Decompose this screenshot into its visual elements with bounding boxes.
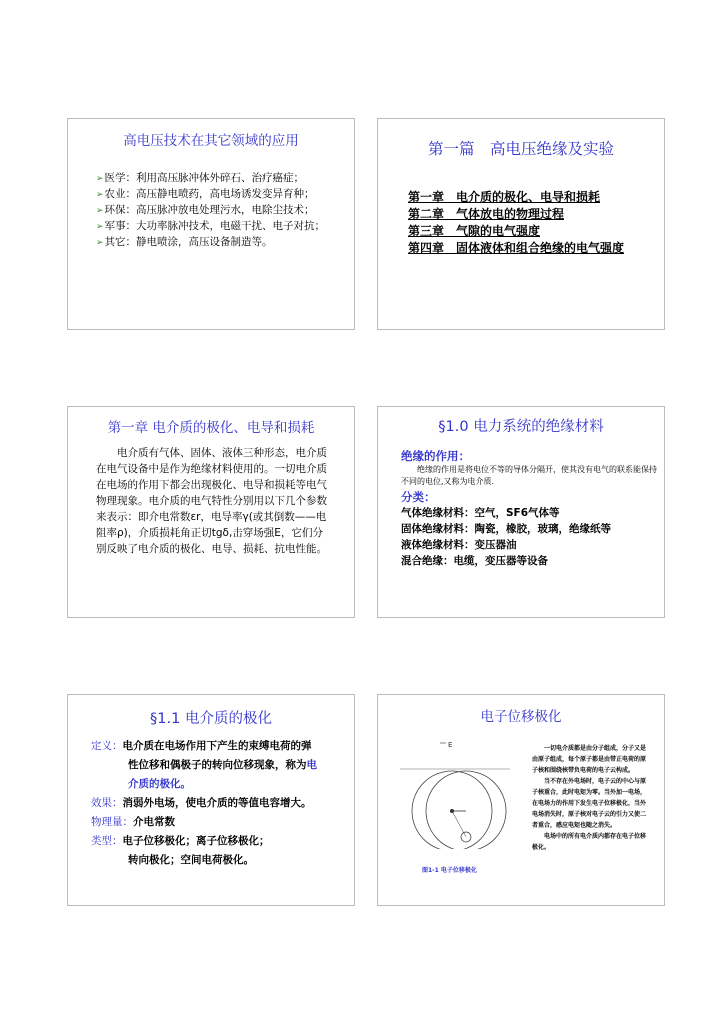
arrow-bullet-icon: ➢ — [96, 206, 104, 216]
slide-electronic-polarization — [377, 694, 665, 906]
explanation-paragraph: 一切电介质都是由分子组成，分子又是由原子组成，每个原子都是由带正电荷的原子核和围绕核带负电荷的电子云构成。 — [532, 745, 647, 774]
effect-text: 消弱外电场，使电介质的等值电容增大。 — [122, 797, 312, 809]
list-item: ➢农业：高压静电喷药，高电场诱发变异育种； — [96, 188, 315, 200]
explanation-paragraph: 当不存在外电场时，电子云的中心与原子核重合，此时电矩为零。当外加一电场，在电场力的作用下发生电子位移极化，当外电场消失时，原子核对电子云的引力又使二者重合，感应电矩也随之消失。 — [532, 778, 647, 829]
slide-title: 高电压技术在其它领域的应用 — [123, 133, 299, 149]
class-row: 固体绝缘材料：陶瓷，橡胶，玻璃，绝缘纸等 — [401, 523, 611, 535]
list-item: ➢医学：利用高压脉冲体外碎石、治疗癌症； — [96, 172, 305, 184]
slide-part-one — [377, 118, 665, 330]
type-row — [91, 832, 351, 851]
intro-paragraph: 电介质有气体、固体、液体三种形态，电介质在电气设备中是作为绝缘材料使用的。一切电介质在电场的作用下都会出现极化、电导和损耗等电气物理现象。电介质的电气特性分别用以下几个参数来表示：即介电常数εr，电导率γ(或其倒数——电阻率ρ)，介质损耗角正切tgδ,击穿场强E，它们分别反映了电介质的极化、电导、损耗、抗电性能。 — [96, 447, 327, 555]
definition-block — [91, 737, 351, 870]
class-row: 混合绝缘：电缆，变压器等设备 — [401, 555, 548, 567]
slide-title: 第一章 电介质的极化、电导和损耗 — [107, 420, 315, 436]
definition-line: 性位移和偶极子的转向位移现象，称为电 — [128, 759, 317, 771]
quantity-label: 物理量： — [91, 816, 133, 828]
definition-line: 介质的极化。 — [128, 778, 191, 790]
explanation-paragraph: 电场中的所有电介质内都存在电子位移极化。 — [532, 833, 647, 851]
quantity-text: 介电常数 — [133, 816, 175, 828]
class-heading: 分类： — [401, 490, 436, 504]
role-heading: 绝缘的作用： — [401, 449, 470, 463]
slide-title: §1.0 电力系统的绝缘材料 — [438, 419, 604, 435]
slide-polarization — [67, 694, 355, 906]
arrow-bullet-icon: ➢ — [96, 222, 104, 232]
role-text: 绝缘的作用是将电位不等的导体分隔开，使其没有电气的联系能保持不同的电位,又称为电介质. — [401, 465, 657, 486]
chapter-list — [408, 189, 624, 257]
arrow-bullet-icon: ➢ — [96, 174, 104, 184]
list-item: ➢军事：大功率脉冲技术，电磁干扰、电子对抗； — [96, 220, 326, 232]
list-item: ➢其它：静电喷涂，高压设备制造等。 — [96, 236, 273, 248]
list-item: ➢环保：高压脉冲放电处理污水，电除尘技术； — [96, 204, 315, 216]
type-text: 转向极化；空间电荷极化。 — [128, 854, 254, 866]
explanation-text — [532, 743, 650, 853]
bullet-list — [96, 171, 325, 251]
slide-insulation-materials — [377, 406, 665, 618]
effect-row — [91, 794, 351, 813]
definition-line: 电介质在电场作用下产生的束缚电荷的弹 — [122, 740, 312, 752]
effect-label: 效果： — [91, 797, 123, 809]
radius-line — [452, 811, 466, 837]
polarization-diagram — [390, 739, 530, 849]
class-row: 气体绝缘材料：空气，SF6气体等 — [401, 507, 560, 519]
definition-row — [91, 737, 351, 756]
quantity-row — [91, 813, 351, 832]
chapter-link-2[interactable]: 第二章 气体放电的物理过程 — [408, 207, 565, 221]
slide-chapter-one — [67, 406, 355, 618]
definition-label: 定义： — [91, 740, 123, 752]
chapter-link-1[interactable]: 第一章 电介质的极化、电导和损耗 — [408, 190, 601, 204]
slide-title: 电子位移极化 — [480, 709, 562, 725]
chapter-link-4[interactable]: 第四章 固体液体和组合绝缘的电气强度 — [408, 241, 625, 255]
figure-caption: 图1-1 电子位移极化 — [422, 867, 477, 874]
slide-title: §1.1 电介质的极化 — [150, 711, 272, 727]
chapter-link-3[interactable]: 第三章 气隙的电气强度 — [408, 224, 541, 238]
field-label: E — [448, 741, 453, 749]
insulation-section — [401, 449, 661, 569]
arrow-bullet-icon: ➢ — [96, 238, 104, 248]
class-row: 液体绝缘材料：变压器油 — [401, 539, 517, 551]
slide-applications — [67, 118, 355, 330]
shifted-cloud-circle — [426, 771, 506, 849]
arrow-bullet-icon: ➢ — [96, 190, 104, 200]
slide-title: 第一篇 高电压绝缘及实验 — [427, 140, 614, 158]
chapter-intro — [96, 445, 328, 557]
type-label: 类型： — [91, 835, 123, 847]
type-text: 电子位移极化；离子位移极化； — [122, 835, 270, 847]
